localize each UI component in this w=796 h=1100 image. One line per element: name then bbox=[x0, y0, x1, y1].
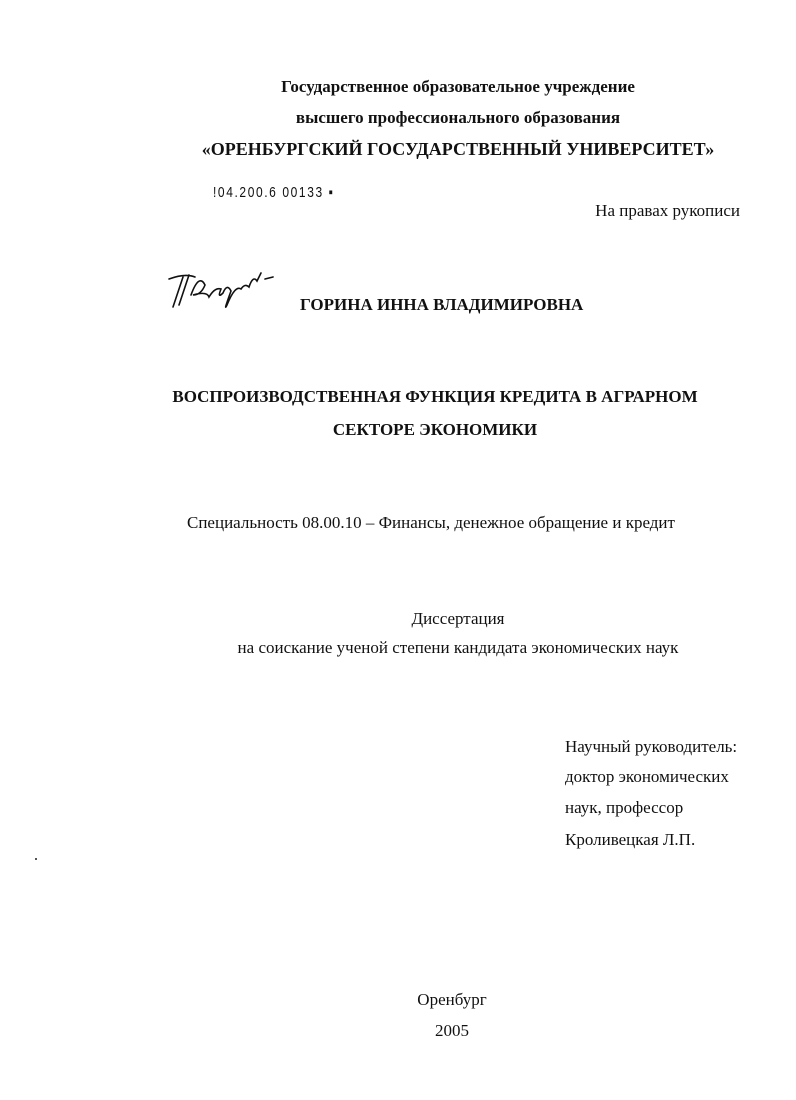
institution-line-2: высшего профессионального образования bbox=[295, 108, 621, 127]
supervisor-degree-2: наук, профессор bbox=[565, 798, 684, 817]
year: 2005 bbox=[435, 1021, 469, 1040]
specialty: Специальность 08.00.10 – Финансы, денежное обращение и кредит bbox=[187, 513, 675, 532]
work-type: Диссертация bbox=[411, 609, 505, 628]
university-name: «ОРЕНБУРГСКИЙ ГОСУДАРСТВЕННЫЙ УНИВЕРСИТЕТ» bbox=[201, 139, 715, 159]
dissertation-title-line-1: ВОСПРОИЗВОДСТВЕННАЯ ФУНКЦИЯ КРЕДИТА В АГРАРНОМ bbox=[172, 387, 698, 406]
manuscript-note: На правах рукописи bbox=[595, 201, 740, 220]
degree-sought: на соискание ученой степени кандидата экономических наук bbox=[237, 638, 679, 657]
supervisor-label: Научный руководитель: bbox=[565, 737, 738, 756]
library-stamp-number: !04.200.6 00133 ▪ bbox=[213, 184, 335, 201]
scan-speck bbox=[35, 858, 37, 860]
supervisor-degree-1: доктор экономических bbox=[565, 767, 729, 786]
city: Оренбург bbox=[417, 990, 487, 1009]
author-name: ГОРИНА ИННА ВЛАДИМИРОВНА bbox=[300, 295, 584, 314]
signature bbox=[165, 265, 280, 315]
dissertation-title-line-2: СЕКТОРЕ ЭКОНОМИКИ bbox=[332, 420, 538, 439]
institution-line-1: Государственное образовательное учреждение bbox=[281, 77, 635, 96]
supervisor-name: Кроливецкая Л.П. bbox=[565, 830, 696, 849]
